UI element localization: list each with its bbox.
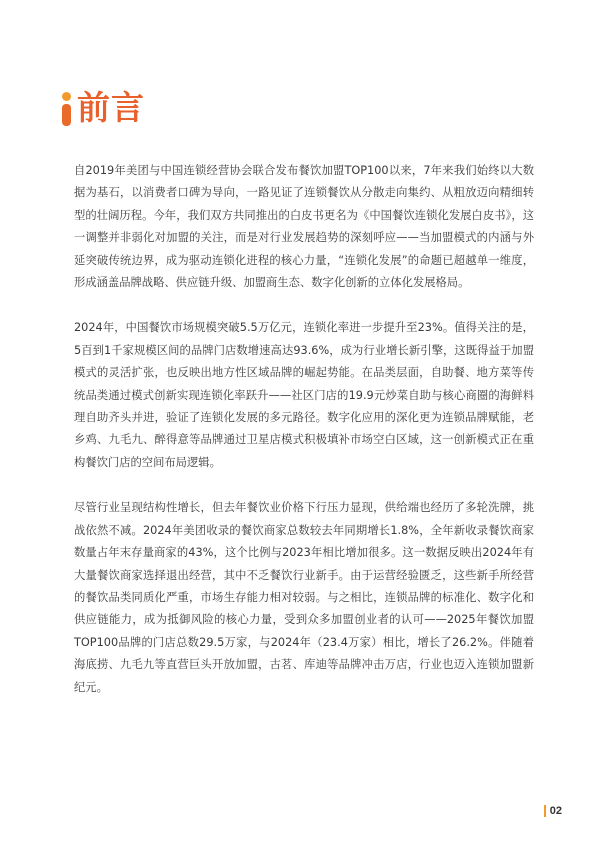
title-accent-mark [62, 90, 71, 126]
title-accent-bar [62, 104, 71, 126]
page-number-mark [544, 805, 546, 817]
paragraph-3: 尽管行业呈现结构性增长，但去年餐饮业价格下行压力显现，供给端也经历了多轮洗牌，挑战依然不减。2024年美团收录的餐饮商家总数较去年同期增长1.8%，全年新收录餐饮商家数量占年末存量商家的43%，这个比例与2023年相比增加很多。这一数据反映出2024年有大量餐饮商家选择退出经营，其中不乏餐饮行业新手。由于运营经验匮乏，这些新手所经营的餐饮品类同质化严重，市场生存能力相对较弱。与之相比，连锁品牌的标准化、数字化和供应链能力，成为抵御风险的核心力量，受到众多加盟创业者的认可——2025年餐饮加盟TOP100品牌的门店总数29.5万家，与2024年（23.4万家）相比，增长了26.2%。伴随着海底捞、九毛九等直营巨头开放加盟，古茗、库迪等品牌冲击万店，行业也迈入连锁加盟新纪元。 [74, 501, 534, 694]
paragraph-1: 自2019年美团与中国连锁经营协会联合发布餐饮加盟TOP100以来，7年来我们始终以大数据为基石，以消费者口碑为导向，一路见证了连锁餐饮从分散走向集约、从粗放迈向精细转型的壮阔历程。今年，我们双方共同推出的白皮书更名为《中国餐饮连锁化发展白皮书》，这一调整并非弱化对加盟的关注，而是对行业发展趋势的深刻呼应——当加盟模式的内涵与外延突破传统边界，成为驱动连锁化进程的核心力量，“连锁化发展”的命题已超越单一维度，形成涵盖品牌战略、供应链升级、加盟商生态、数字化创新的立体化发展格局。 [74, 164, 534, 290]
paragraph-2: 2024年，中国餐饮市场规模突破5.5万亿元，连锁化率进一步提升至23%。值得关注的是，5百到1千家规模区间的品牌门店数增速高达93.6%，成为行业增长新引擎，这既得益于加盟模式的灵活扩张，也反映出地方性区域品牌的崛起势能。在品类层面，自助餐、地方菜等传统品类通过模式创新实现连锁化率跃升——社区门店的19.9元炒菜自助与核心商圈的海鲜料理自助齐头并进，验证了连锁化发展的多元路径。数字化应用的深化更为连锁品牌赋能，老乡鸡、九毛九、醉得意等品牌通过卫星店模式积极填补市场空白区域，这一创新模式正在重构餐饮门店的空间布局逻辑。 [74, 321, 534, 469]
title-accent-dot [62, 92, 71, 101]
page-title-block [62, 86, 145, 130]
page-number: 02 [549, 805, 562, 817]
page-footer [544, 805, 562, 817]
page-title: 前言 [77, 88, 145, 127]
body-text [74, 160, 534, 722]
